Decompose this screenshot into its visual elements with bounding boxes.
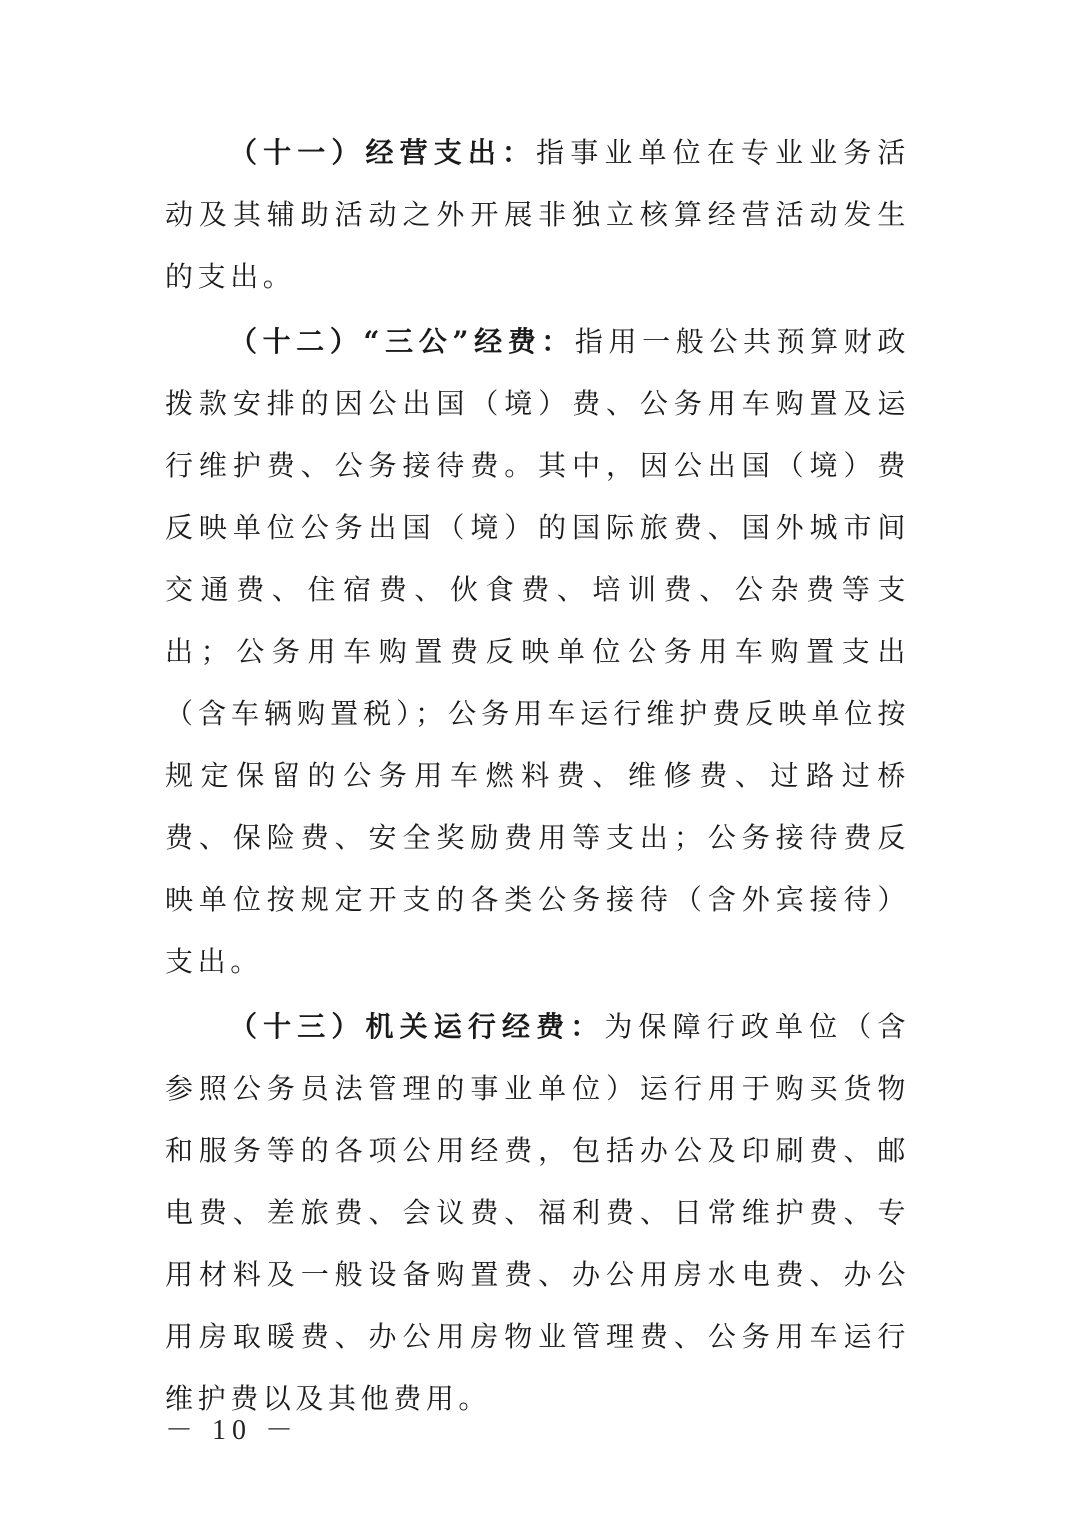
page-number: － 10 －: [165, 1415, 300, 1446]
term-label: （十二）“三公”经费：: [229, 325, 575, 358]
definition-text: 指事业单位在专业业务活动及其辅助活动之外开展非独立核算经营活动发生的支出。: [165, 136, 910, 293]
definition-text: 为保障行政单位（含参照公务员法管理的事业单位）运行用于购买货物和服务等的各项公用经费，包括办公及印刷费、邮电费、差旅费、会议费、福利费、日常维护费、专用材料及一般设备购置费、办公用房水电费、办公用房取暖费、办公用房物业管理费、公务用车运行维护费以及其他费用。: [165, 1010, 910, 1415]
paragraph-operating-expenses: [165, 122, 910, 308]
paragraph-agency-operating-funds: [165, 996, 910, 1430]
definition-text: 指用一般公共预算财政拨款安排的因公出国（境）费、公务用车购置及运行维护费、公务接待费。其中，因公出国（境）费反映单位公务出国（境）的国际旅费、国外城市间交通费、住宿费、伙食费、培训费、公杂费等支出；公务用车购置费反映单位公务用车购置支出（含车辆购置税）；公务用车运行维护费反映单位按规定保留的公务用车燃料费、维修费、过路过桥费、保险费、安全奖励费用等支出；公务接待费反映单位按规定开支的各类公务接待（含外宾接待）支出。: [165, 325, 911, 978]
paragraph-three-public-expenses: [165, 311, 910, 993]
term-label: （十三）机关运行经费：: [229, 1010, 605, 1043]
term-label: （十一）经营支出：: [229, 136, 537, 169]
document-body: [165, 122, 910, 1430]
